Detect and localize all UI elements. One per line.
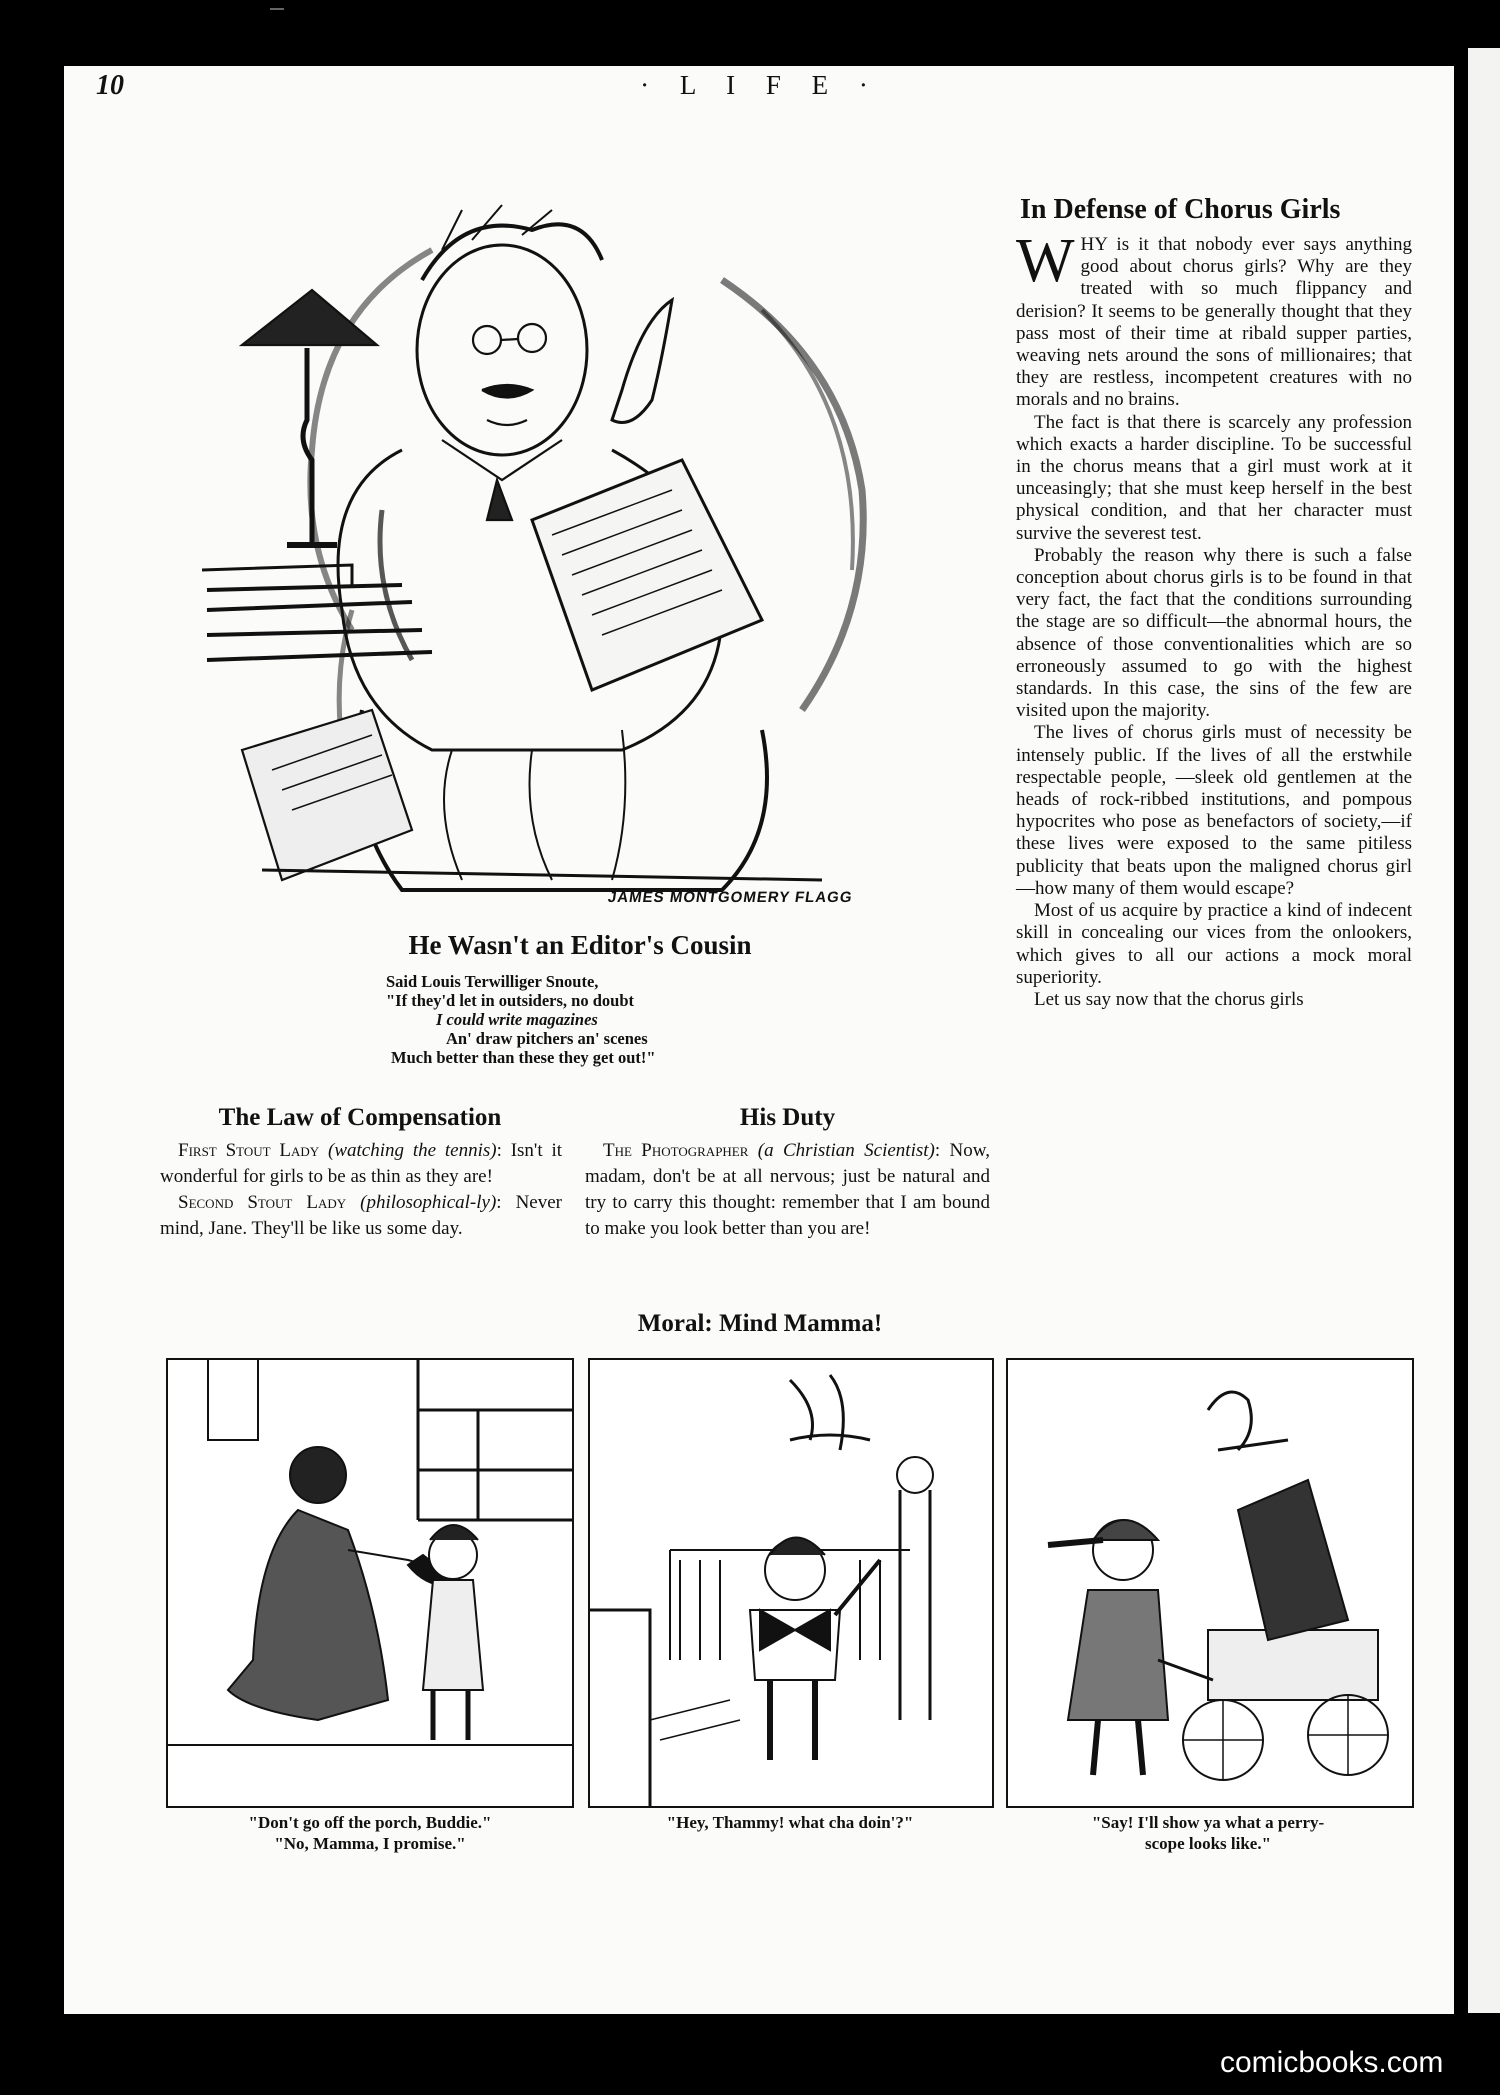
article-paragraph: The fact is that there is scarcely any profession which exacts a harder discipline. To be successful in the chorus means that a girl must work at it unceasingly; that she must keep herself in the best physical condition, and that her character must survive the severest test. <box>1016 411 1412 544</box>
article-paragraph: HY is it that nobody ever says anything good about chorus girls? Why are they treated with so much flippancy and derision? It seems to be generally thought that they pass most of their time at ribald supper parties, weaving nets around the sons of millionaires; that they are restless, incompetent creatures with no morals and no brains. <box>1016 234 1412 411</box>
cartoon-verse <box>330 972 830 1067</box>
stage-direction: (philosophical-ly) <box>360 1192 497 1213</box>
article-paragraph: The lives of chorus girls must of necessity be intensely public. If the lives of all the erstwhile respectable people, —sleek old gentlemen at the heads of rock-ribbed institutions, and pompous hypocrites who pose as benefactors of society,—if these lives were exposed to the same pitiless publicity that beats upon the maligned chorus girl—how many of them would escape? <box>1016 722 1412 899</box>
cartoon-title: He Wasn't an Editor's Cousin <box>408 930 752 960</box>
article-paragraph: Probably the reason why there is such a false conception about chorus girls is to be found in that very fact, the fact that the conditions surrounding the stage are so difficult—the abnormal hours, the absence of those conventionalities which are so erroneously assumed to go with the highest standards. In this case, the sins of the few are visited upon the majority. <box>1016 544 1412 722</box>
comic-panel-3 <box>1006 1358 1414 1808</box>
panel-1-caption <box>170 1812 570 1854</box>
caption-line: "Don't go off the porch, Buddie." <box>248 1813 492 1832</box>
verse-line: Much better than these they get out!" <box>391 1048 656 1067</box>
dialogue-line: : Now, madam, don't be at all nervous; just be natural and try to carry this thought: remember that I am bound to make you look better than you are! <box>585 1140 990 1239</box>
dialogue-line: : Never mind, Jane. They'll be like us some day. <box>160 1192 563 1239</box>
article-body <box>1016 227 1412 1011</box>
man-reading-drawing <box>202 190 902 910</box>
verse-line: An' draw pitchers an' scenes <box>446 1029 648 1048</box>
law-of-compensation-heading: The Law of Compensation <box>218 1104 502 1131</box>
article-paragraph: Let us say now that the chorus girls <box>1034 988 1304 1010</box>
stage-direction: (watching the tennis) <box>328 1140 497 1161</box>
editor-cartoon-illustration <box>202 190 902 910</box>
site-watermark: comicbooks.com <box>1220 2046 1444 2079</box>
panel-3-caption <box>1008 1812 1408 1854</box>
dialogue-line: : Isn't it wonderful for girls to be as thin as they are! <box>160 1140 563 1187</box>
comic-strip-title: Moral: Mind Mamma! <box>637 1310 883 1337</box>
article-paragraph: Most of us acquire by practice a kind of indecent skill in concealing our vices from the onlookers, which gives to all our actions a mock moral superiority. <box>1016 900 1412 988</box>
verse-line: Said Louis Terwilliger Snoute, <box>386 972 599 991</box>
his-duty-text <box>585 1138 990 1242</box>
speaker-label: First Stout Lady <box>178 1140 320 1161</box>
caption-line: "Say! I'll show ya what a perry- <box>1091 1813 1325 1832</box>
law-of-compensation-text <box>160 1138 562 1242</box>
comic-panel-1 <box>166 1358 574 1808</box>
page-number: 10 <box>96 70 124 101</box>
boy-waving-drawing <box>590 1360 992 1806</box>
caption-line: "No, Mamma, I promise." <box>274 1834 466 1853</box>
verse-line: I could write magazines <box>436 1010 598 1029</box>
article-heading: In Defense of Chorus Girls <box>1020 194 1341 225</box>
mother-and-boy-drawing <box>168 1360 572 1806</box>
his-duty-heading: His Duty <box>739 1104 836 1131</box>
caption-line: "Hey, Thammy! what cha doin'?" <box>666 1813 914 1832</box>
stage-direction: (a Christian Scientist) <box>757 1140 935 1161</box>
artist-signature: JAMES MONTGOMERY FLAGG <box>606 889 854 906</box>
drop-cap: W <box>1016 227 1075 295</box>
panel-2-caption <box>590 1812 990 1833</box>
speaker-label: Second Stout Lady <box>178 1192 347 1213</box>
speaker-label: The Photographer <box>603 1140 749 1161</box>
boy-with-cart-drawing <box>1008 1360 1412 1806</box>
caption-line: scope looks like." <box>1144 1834 1272 1853</box>
masthead: · L I F E · <box>640 70 880 100</box>
comic-panel-2 <box>588 1358 994 1808</box>
verse-line: "If they'd let in outsiders, no doubt <box>386 991 634 1010</box>
